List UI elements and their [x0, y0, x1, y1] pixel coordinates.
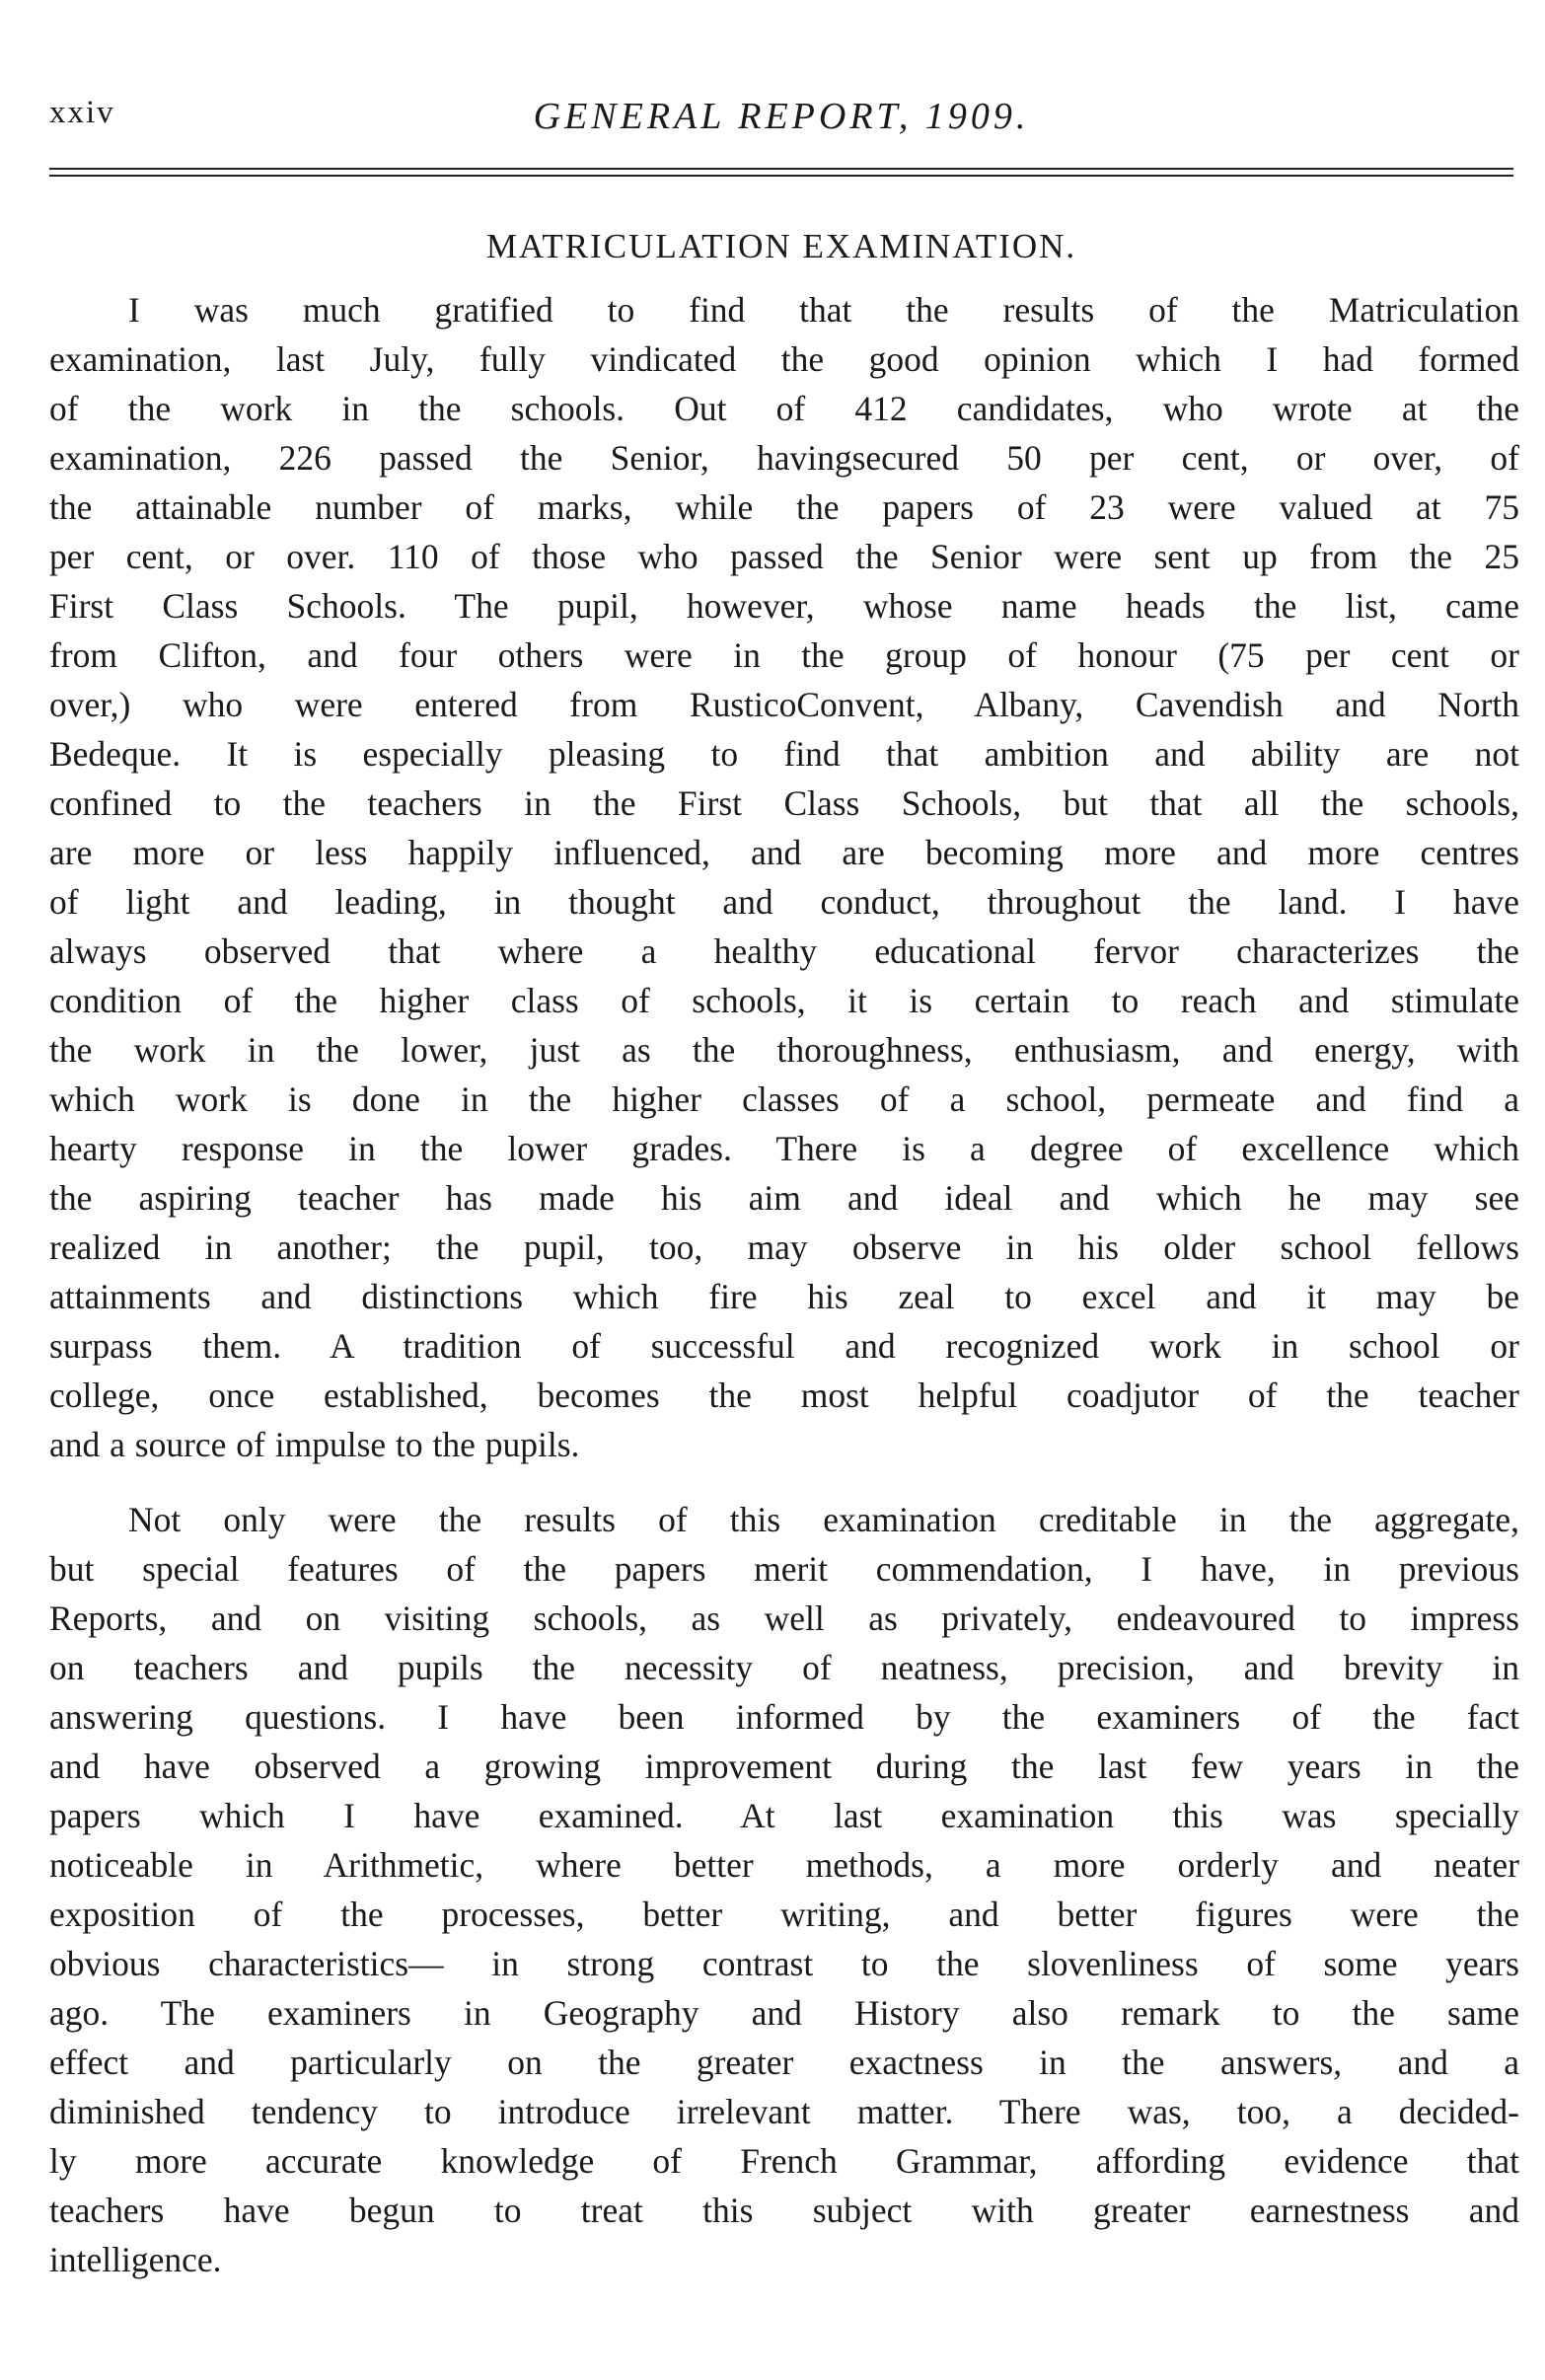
text-line: teachers have begun to treat this subject with greater earnestness and — [49, 2191, 1519, 2230]
text-line: I was much gratified to find that the results of the Matriculation — [128, 290, 1519, 330]
text-line: are more or less happily influenced, and are becoming more and more centres — [49, 833, 1519, 872]
text-line: the work in the lower, just as the thoroughness, enthusiasm, and energy, with — [49, 1030, 1519, 1070]
text-line: Reports, and on visiting schools, as well as privately, endeavoured to impress — [49, 1599, 1519, 1638]
body-text — [49, 285, 1519, 2284]
page-number: xxiv — [49, 95, 115, 130]
text-line: diminished tendency to introduce irrelevant matter. There was, too, a decided- — [49, 2092, 1519, 2131]
text-line: of light and leading, in thought and conduct, throughout the land. I have — [49, 882, 1519, 922]
text-line: ly more accurate knowledge of French Grammar, affording evidence that — [49, 2141, 1519, 2181]
text-line: from Clifton, and four others were in the group of honour (75 per cent or — [49, 635, 1519, 675]
text-line: examination, last July, fully vindicated the good opinion which I had formed — [49, 339, 1519, 379]
text-line: surpass them. A tradition of successful and recognized work in school or — [49, 1326, 1519, 1366]
text-line: on teachers and pupils the necessity of neatness, precision, and brevity in — [49, 1648, 1519, 1687]
text-line: condition of the higher class of schools, it is certain to reach and stimulate — [49, 981, 1519, 1020]
text-line: but special features of the papers merit commendation, I have, in previous — [49, 1549, 1519, 1589]
text-line: of the work in the schools. Out of 412 candidates, who wrote at the — [49, 389, 1519, 428]
text-line: the aspiring teacher has made his aim and ideal and which he may see — [49, 1178, 1519, 1218]
text-line: First Class Schools. The pupil, however, whose name heads the list, came — [49, 586, 1519, 626]
text-line: and have observed a growing improvement during the last few years in the — [49, 1747, 1519, 1786]
running-title: GENERAL REPORT, 1909. — [533, 96, 1030, 137]
text-line: exposition of the processes, better writing, and better figures were the — [49, 1895, 1519, 1934]
text-line: noticeable in Arithmetic, where better methods, a more orderly and neater — [49, 1845, 1519, 1885]
text-line: Bedeque. It is especially pleasing to find that ambition and ability are not — [49, 734, 1519, 774]
text-line: over,) who were entered from RusticoConvent, Albany, Cavendish and North — [49, 685, 1519, 724]
text-line: realized in another; the pupil, too, may observe in his older school fellows — [49, 1227, 1519, 1267]
text-line: always observed that where a healthy educational fervor characterizes the — [49, 931, 1519, 971]
header-rule — [49, 168, 1513, 177]
text-line: answering questions. I have been informed by the examiners of the fact — [49, 1697, 1519, 1737]
text-line: which work is done in the higher classes of a school, permeate and find a — [49, 1079, 1519, 1119]
section-heading: MATRICULATION EXAMINATION. — [485, 227, 1077, 265]
text-line: and a source of impulse to the pupils. — [49, 1425, 580, 1464]
paragraph-2 — [49, 1495, 1519, 2284]
text-line: examination, 226 passed the Senior, havingsecured 50 per cent, or over, of — [49, 438, 1519, 478]
running-head — [49, 95, 1513, 154]
text-line: ago. The examiners in Geography and History also remark to the same — [49, 1993, 1519, 2033]
text-line: confined to the teachers in the First Class Schools, but that all the schools, — [49, 783, 1519, 823]
text-line: effect and particularly on the greater exactness in the answers, and a — [49, 2043, 1519, 2082]
paragraph-gap — [49, 1469, 1519, 1495]
paragraph-1 — [49, 285, 1519, 1469]
text-line: the attainable number of marks, while the papers of 23 were valued at 75 — [49, 487, 1519, 527]
text-line: Not only were the results of this examination creditable in the aggregate, — [128, 1500, 1519, 1539]
text-line: college, once established, becomes the most helpful coadjutor of the teacher — [49, 1376, 1519, 1415]
text-line: papers which I have examined. At last examination this was specially — [49, 1796, 1519, 1835]
text-line: hearty response in the lower grades. There is a degree of excellence which — [49, 1129, 1519, 1168]
text-line: obvious characteristics— in strong contrast to the slovenliness of some years — [49, 1944, 1519, 1983]
text-line: intelligence. — [49, 2240, 222, 2279]
text-line: per cent, or over. 110 of those who passed the Senior were sent up from the 25 — [49, 537, 1519, 576]
text-line: attainments and distinctions which fire his zeal to excel and it may be — [49, 1277, 1519, 1316]
